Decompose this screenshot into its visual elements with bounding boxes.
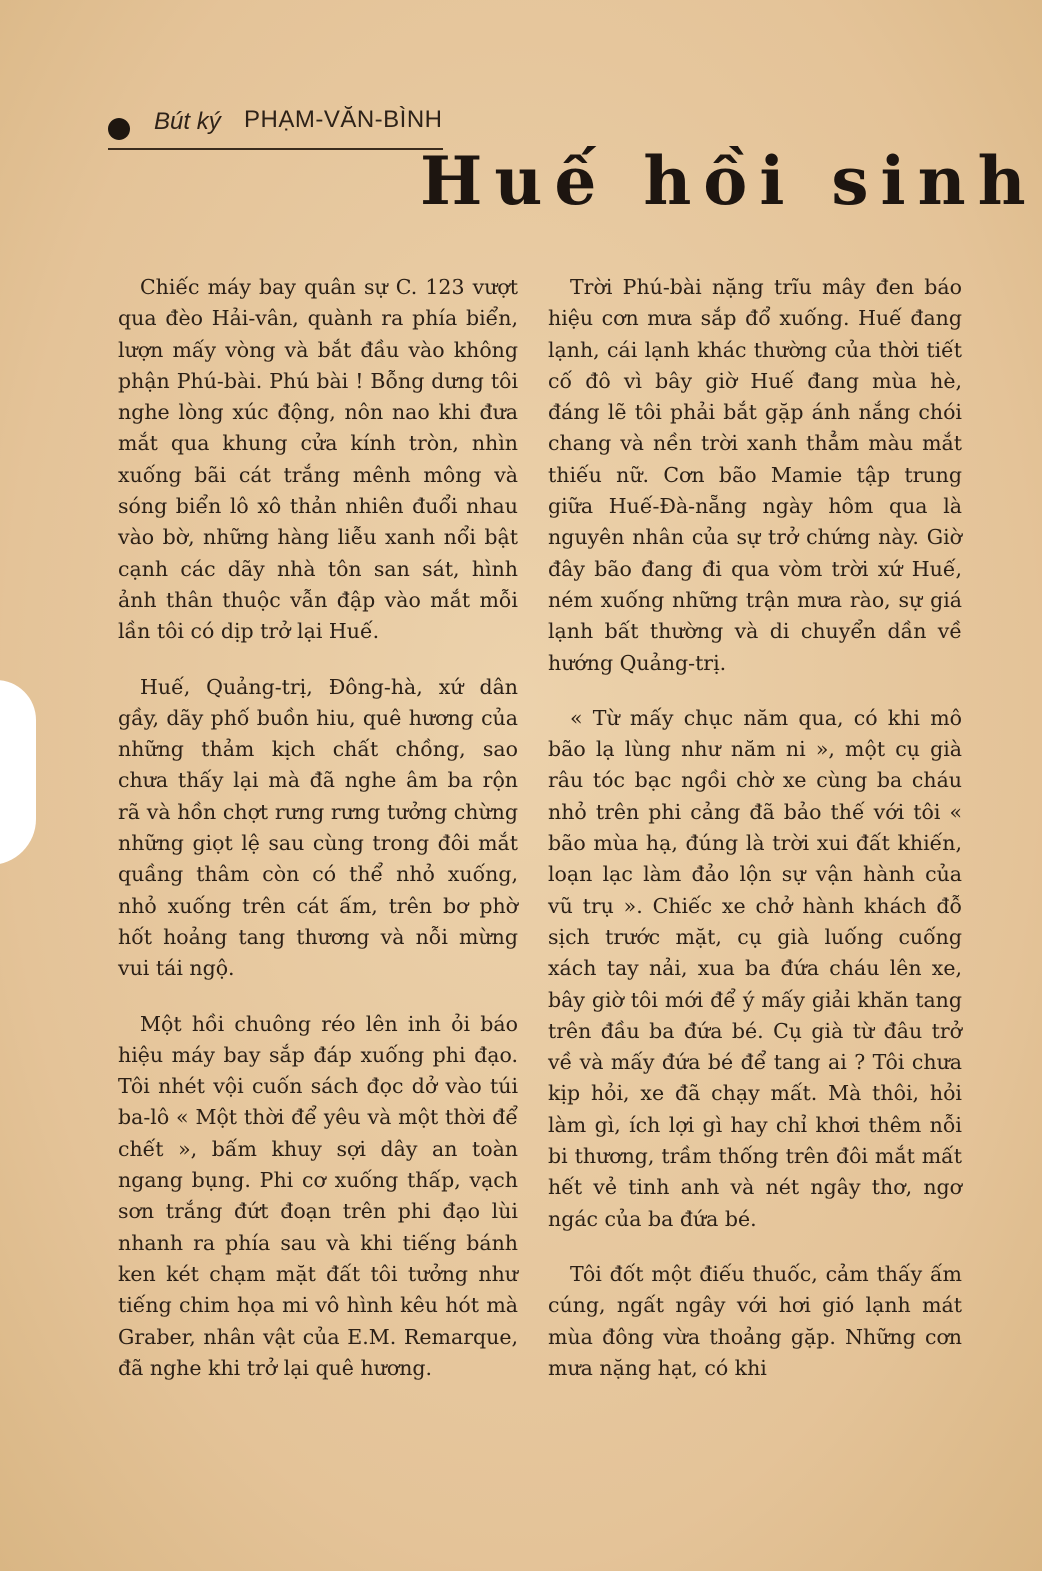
- paragraph: Một hồi chuông réo lên inh ỏi báo hiệu máy bay sắp đáp xuống phi đạo. Tôi nhét vội cuốn sách đọc dở vào túi ba-lô « Một thời để yêu và một thời để chết », bấm khuy sợi dây an toàn ngang bụng. Phi cơ xuống thấp, vạch sơn trắng đứt đoạn trên phi đạo lùi nhanh ra phía sau và khi tiếng bánh ken két chạm mặt đất tôi tưởng như tiếng chim họa mi vô hình kêu hót mà Graber, nhân vật của E.M. Remarque, đã nghe khi trở lại quê hương.: [118, 1011, 518, 1380]
- right-column: [548, 272, 962, 1408]
- byline-prefix: Bút ký: [154, 108, 221, 135]
- article-title: Huế hồi sinh: [420, 142, 1038, 220]
- paragraph: Chiếc máy bay quân sự C. 123 vượt qua đèo Hải-vân, quành ra phía biển, lượn mấy vòng và bắt đầu vào không phận Phú-bài. Phú bài ! Bỗng dưng tôi nghe lòng xúc động, nôn nao khi đưa mắt qua khung cửa kính tròn, nhìn xuống bãi cát trắng mênh mông và sóng biển lô xô thản nhiên đuổi nhau vào bờ, những hàng liễu xanh nổi bật cạnh các dãy nhà tôn san sát, hình ảnh thân thuộc vẫn đập vào mắt mỗi lần tôi có dịp trở lại Huế.: [118, 275, 518, 644]
- byline: [108, 100, 443, 150]
- torn-paper-edge: [0, 680, 36, 865]
- paragraph: Tôi đốt một điếu thuốc, cảm thấy ấm cúng, ngất ngây với hơi gió lạnh mát mùa đông vừa thoảng gặp. Những cơn mưa nặng hạt, có khi: [548, 1261, 962, 1380]
- left-column: [118, 272, 518, 1408]
- bullet-icon: [108, 118, 130, 140]
- byline-author: PHẠM-VĂN-BÌNH: [244, 106, 443, 133]
- paragraph: « Từ mấy chục năm qua, có khi mô bão lạ lùng như năm ni », một cụ già râu tóc bạc ngồi chờ xe cùng ba cháu nhỏ trên phi cảng đã bảo thế với tôi « bão mùa hạ, đúng là trời xui đất khiến, loạn lạc làm đảo lộn sự vận hành của vũ trụ ». Chiếc xe chở hành khách đỗ sịch trước mặt, cụ già luống cuống xách tay nải, xua ba đứa cháu lên xe, bây giờ tôi mới để ý mấy giải khăn tang trên đầu ba đứa bé. Cụ già từ đâu trở về và mấy đứa bé để tang ai ? Tôi chưa kịp hỏi, xe đã chạy mất. Mà thôi, hỏi làm gì, ích lợi gì hay chỉ khơi thêm nỗi bi thương, trầm thống trên đôi mắt mất hết vẻ tinh anh và nét ngây thơ, ngơ ngác của ba đứa bé.: [548, 705, 962, 1231]
- paragraph: Trời Phú-bài nặng trĩu mây đen báo hiệu cơn mưa sắp đổ xuống. Huế đang lạnh, cái lạnh khác thường của thời tiết cố đô vì bây giờ Huế đang mùa hè, đáng lẽ tôi phải bắt gặp ánh nắng chói chang và nền trời xanh thẳm màu mắt thiếu nữ. Cơn bão Mamie tập trung giữa Huế-Đà-nẵng ngày hôm qua là nguyên nhân của sự trở chứng này. Giờ đây bão đang đi qua vòm trời xứ Huế, ném xuống những trận mưa rào, sự giá lạnh bất thường và di chuyển dần về hướng Quảng-trị.: [548, 275, 962, 675]
- paragraph: Huế, Quảng-trị, Đông-hà, xứ dân gầy, dãy phố buồn hiu, quê hương của những thảm kịch chất chồng, sao chưa thấy lại mà đã nghe âm ba rộn rã và hồn chợt rưng rưng tưởng chừng những giọt lệ sau cùng trong đôi mắt quầng thâm còn có thể nhỏ xuống, nhỏ xuống trên cát ấm, trên bơ phờ hốt hoảng tang thương và nỗi mừng vui tái ngộ.: [118, 674, 518, 981]
